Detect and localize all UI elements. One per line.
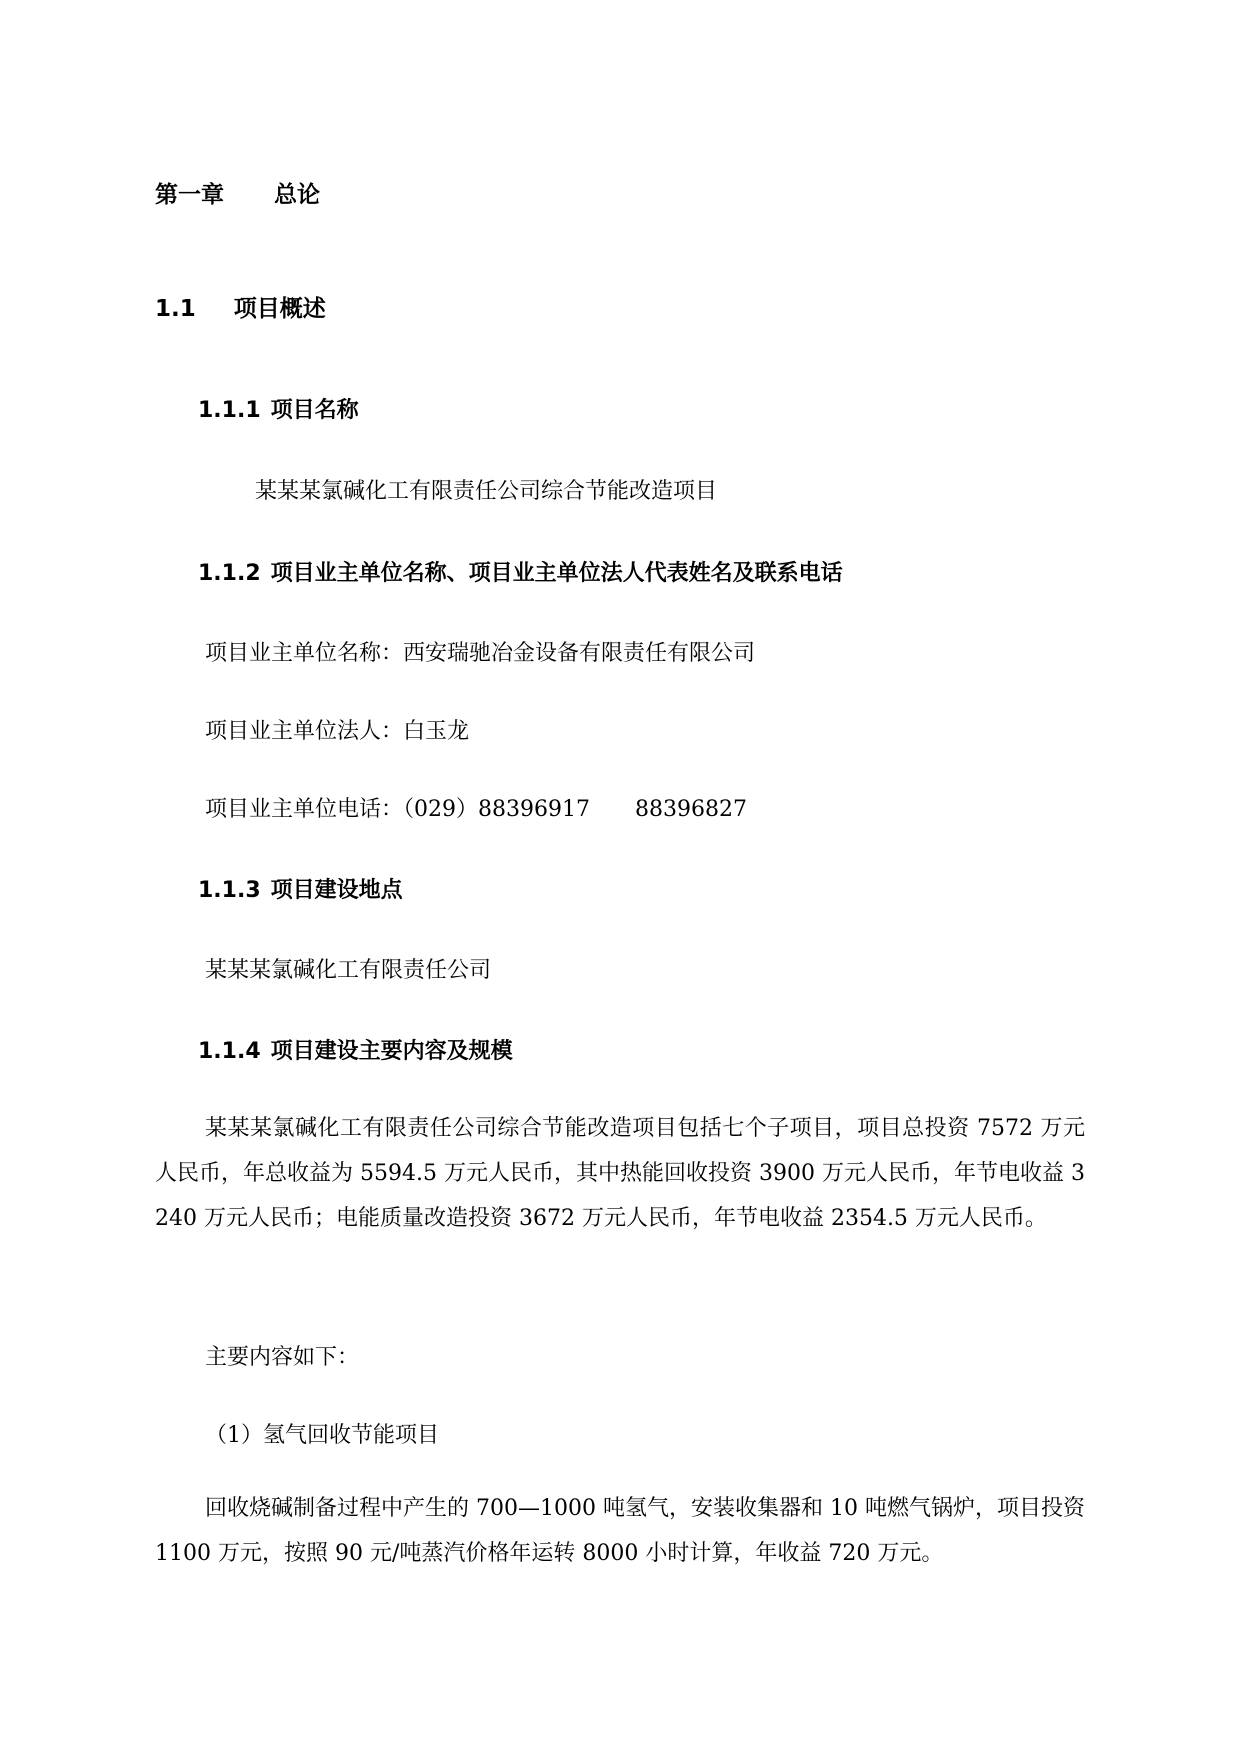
subsection-number: 1.1.3 [198, 878, 261, 903]
project-name-text: 某某某氯碱化工有限责任公司综合节能改造项目 [255, 479, 718, 504]
section-number: 1.1 [155, 296, 196, 322]
subsection-title: 项目名称 [270, 398, 359, 423]
owner-phone-secondary: 88396827 [634, 797, 747, 822]
scale-paragraph: 某某某氯碱化工有限责任公司综合节能改造项目包括七个子项目，项目总投资 7572 万元人民币，年总收益为 5594.5 万元人民币，其中热能回收投资 3900 万元人民币，年节电收益 3240 万元人民币；电能质量改造投资 3672 万元人民币，年节电收益 2354.5 万元人民币。 [155, 1116, 1085, 1231]
subsection-number: 1.1.2 [198, 561, 261, 586]
owner-legal-line: 项目业主单位法人：白玉龙 [205, 719, 470, 744]
item-1-title: （1）氢气回收节能项目 [205, 1423, 439, 1448]
owner-phone-primary: 项目业主单位电话：（029）88396917 [205, 797, 590, 822]
subsection-number: 1.1.1 [198, 398, 261, 423]
section-title: 项目概述 [233, 296, 326, 322]
item-1-paragraph: 回收烧碱制备过程中产生的 700—1000 吨氢气，安装收集器和 10 吨燃气锅炉，项目投资 1100 万元，按照 90 元/吨蒸汽价格年运转 8000 小时计算，年收益 720 万元。 [155, 1496, 1085, 1566]
subsection-number: 1.1.4 [198, 1039, 261, 1064]
chapter-title: 总论 [274, 182, 320, 208]
subsection-heading-1 [198, 393, 359, 424]
subsection-title: 项目建设主要内容及规模 [270, 1039, 513, 1064]
subsection-title: 项目建设地点 [270, 878, 403, 903]
subsection-heading-3 [198, 873, 403, 904]
chapter-heading [155, 176, 320, 209]
section-heading [155, 290, 326, 323]
subsection-title: 项目业主单位名称、项目业主单位法人代表姓名及联系电话 [270, 561, 843, 586]
owner-name-line: 项目业主单位名称：西安瑞驰冶金设备有限责任有限公司 [205, 641, 756, 666]
subsection-heading-4 [198, 1034, 513, 1065]
owner-phone-line [205, 792, 747, 823]
chapter-number: 第一章 [155, 182, 224, 208]
location-text: 某某某氯碱化工有限责任公司 [205, 958, 492, 983]
subsection-heading-2 [198, 556, 843, 587]
main-content-intro: 主要内容如下： [205, 1345, 360, 1370]
